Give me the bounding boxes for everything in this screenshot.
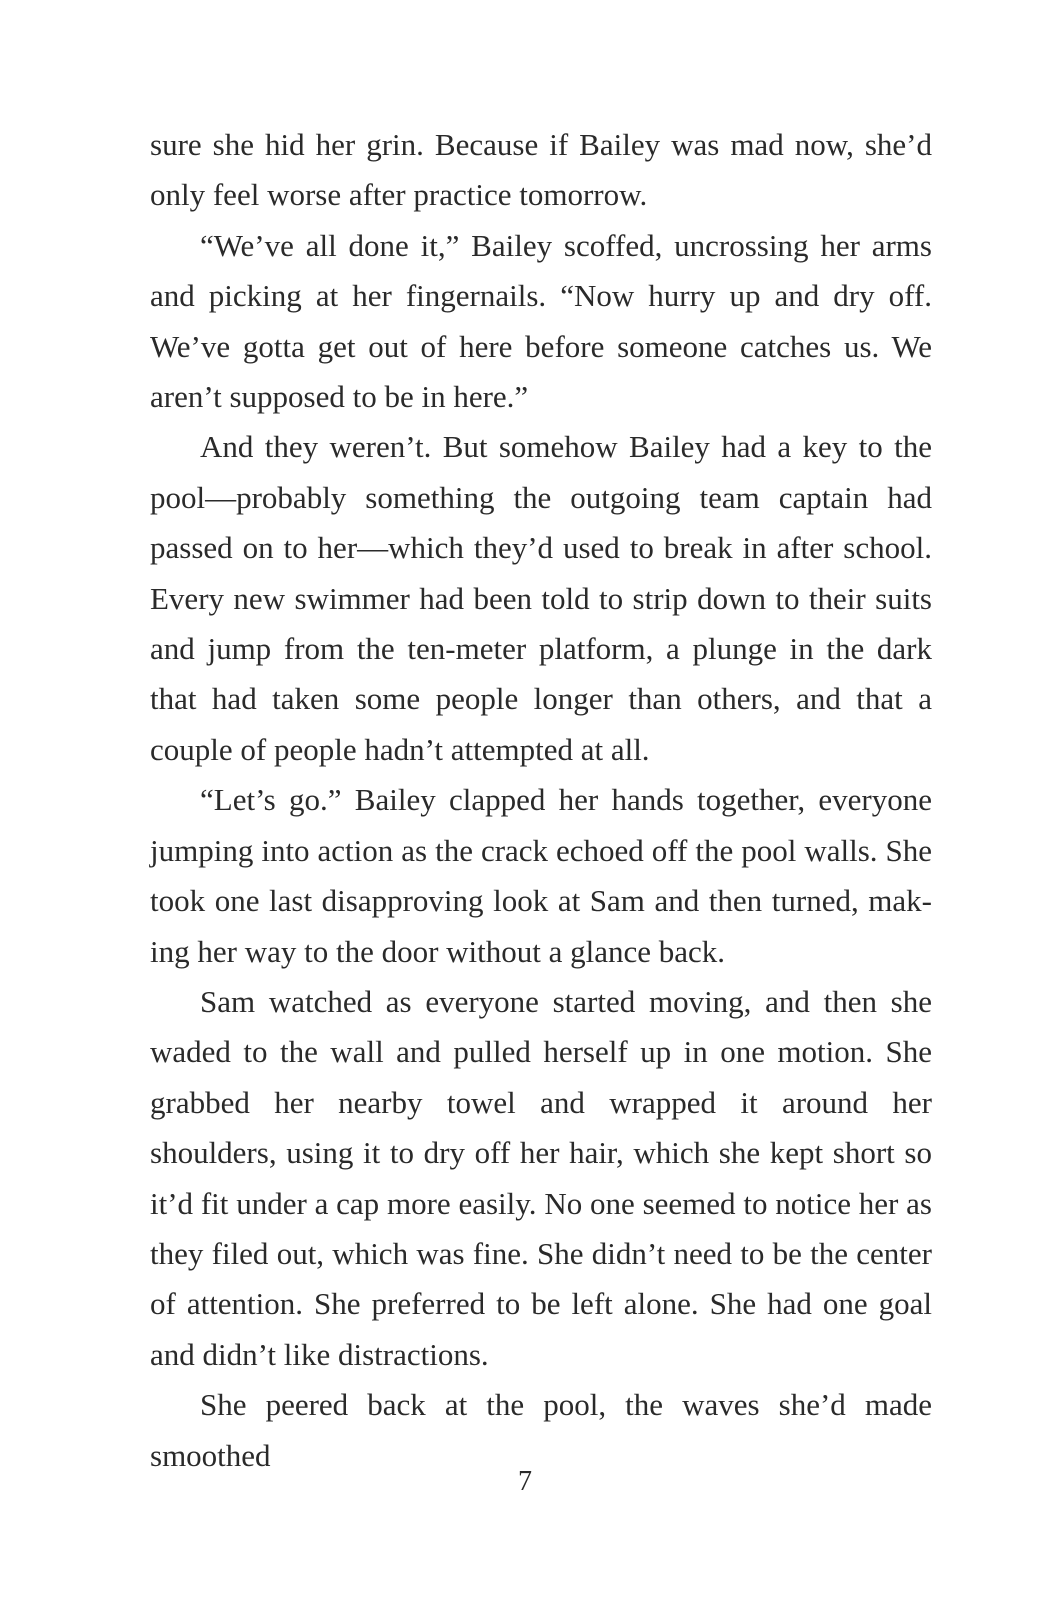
paragraph-4: “Let’s go.” Bailey clapped her hands together, everyone jumping into action as the crack echoed off the pool walls. She took one last disapproving look at Sam and then turned, making her way to the door without a glance back. — [150, 782, 932, 969]
body-text — [150, 120, 932, 1481]
paragraph-5: Sam watched as everyone started moving, and then she waded to the wall and pulled herself up in one motion. She grabbed her nearby towel and wrapped it around her shoulders, using it to dry off her hair, which she kept short so it’d fit under a cap more easily. No one seemed to notice her as they filed out, which was fine. She didn’t need to be the center of attention. She preferred to be left alone. She had one goal and didn’t like distractions. — [150, 983, 932, 1372]
paragraph-6: She peered back at the pool, the waves she’d made smoothed — [150, 1387, 932, 1473]
paragraph-1: sure she hid her grin. Because if Bailey was mad now, she’d only feel worse after practice tomorrow. — [150, 127, 932, 213]
paragraph-2: “We’ve all done it,” Bailey scoffed, uncrossing her arms and picking at her fingernails. “Now hurry up and dry off. We’ve gotta get out of here before someone catches us. We aren’t supposed to be in here.” — [150, 227, 932, 415]
page-number: 7 — [518, 1466, 532, 1497]
paragraph-3: And they weren’t. But somehow Bailey had a key to the pool—probably something the outgoing team captain had passed on to her—which they’d used to break in after school. Every new swimmer had been told to strip down to their suits and jump from the ten-meter platform, a plunge in the dark that had taken some people longer than others, and that a couple of people hadn’t attempted at all. — [150, 429, 932, 767]
